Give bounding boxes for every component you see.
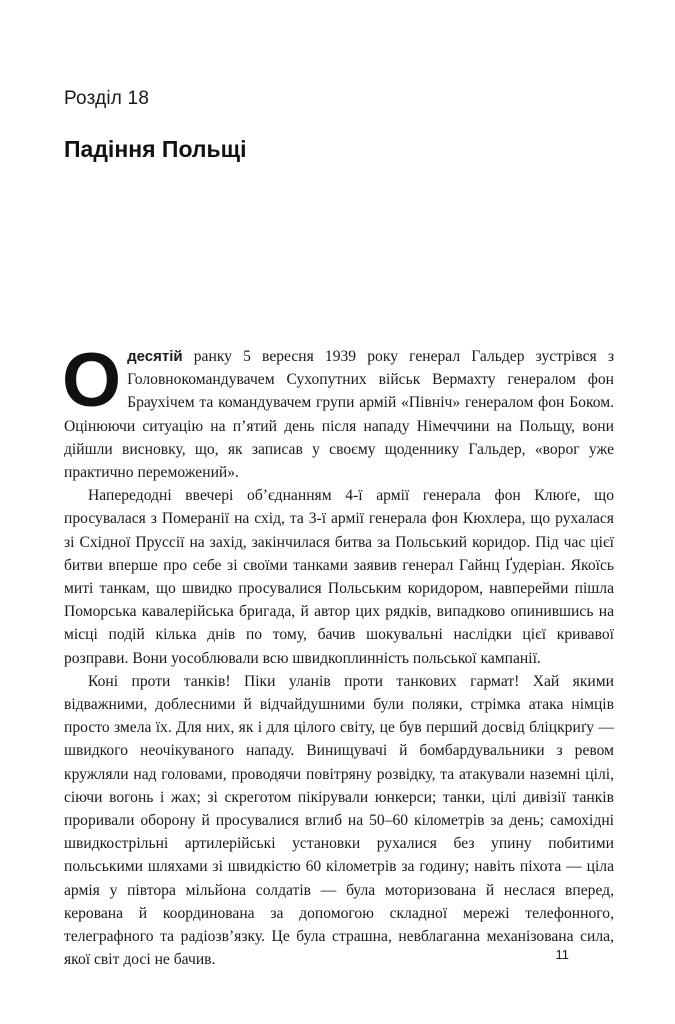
chapter-title: Падіння Польщі: [64, 136, 247, 162]
page-number: 11: [555, 947, 569, 962]
paragraph-2: Напередодні ввечері об’єднанням 4-ї армії генерала фон Клюґе, що просувалася з Померанії на схід, та 3-ї армії генерала фон Кюхлера, що рухалася зі Східної Пруссії на захід, закінчилася битва за Польський коридор. Під час цієї битви вперше про себе зі своїми танками заявив генерал Гайнц Ґудеріан. Якоїсь миті танкам, що швидко просувалися Польським коридором, навперейми пішла Поморська кавалерійська бригада, й автор цих рядків, випадково опинившись на місці подій кілька днів по тому, бачив шокувальні наслідки цієї кривавої розправи. Вони уособлювали всю швидкоплинність польської кампанії.: [64, 487, 614, 667]
body-text: [62, 338, 614, 971]
paragraph-3: Коні проти танків! Піки уланів проти танкових гармат! Хай якими відважними, доблесними й відчайдушними були поляки, стрімка атака німців просто змела їх. Для них, як і для цілого світу, це був перший досвід бліцкриґу — швидкого неочікуваного нападу. Винищувачі й бомбардувальники з ревом кружляли над головами, проводячи повітряну розвідку, та атакували наземні цілі, сіючи вогонь і жах; зі скреготом пікірували юнкерси; танки, цілі дивізії танків проривали оборону й просувалися вглиб на 50–60 кілометрів за день; самохідні швидкострільні артилерійські установки рухалися без упину побитими польськими шляхами зі швидкістю 60 кілометрів за годину; навіть піхота — ціла армія у півтора мільйона солдатів — була моторизована й неслася вперед, керована й координована за допомогою складної мережі телефонного, телеграфного та радіозв’язку. Це була страшна, невблаганна механізована сила, якої світ досі не бачив.: [64, 672, 614, 969]
paragraph-1: [62, 338, 614, 484]
paragraph-1-text: ранку 5 вересня 1939 року генерал Гальдер зустрівся з Головнокомандувачем Сухопутних військ Вермахту генералом фон Браухічем та командувачем групи армій «Північ» генералом фон Боком. Оцінюючи ситуацію на п’ятий день після нападу Німеччини на Польщу, вони дійшли висновку, що, як записав у своєму щоденнику Гальдер, «ворог уже практично переможений».: [64, 348, 614, 482]
chapter-label: Розділ 18: [64, 88, 150, 109]
lead-word: десятій: [127, 348, 183, 365]
drop-cap: О: [62, 338, 122, 423]
